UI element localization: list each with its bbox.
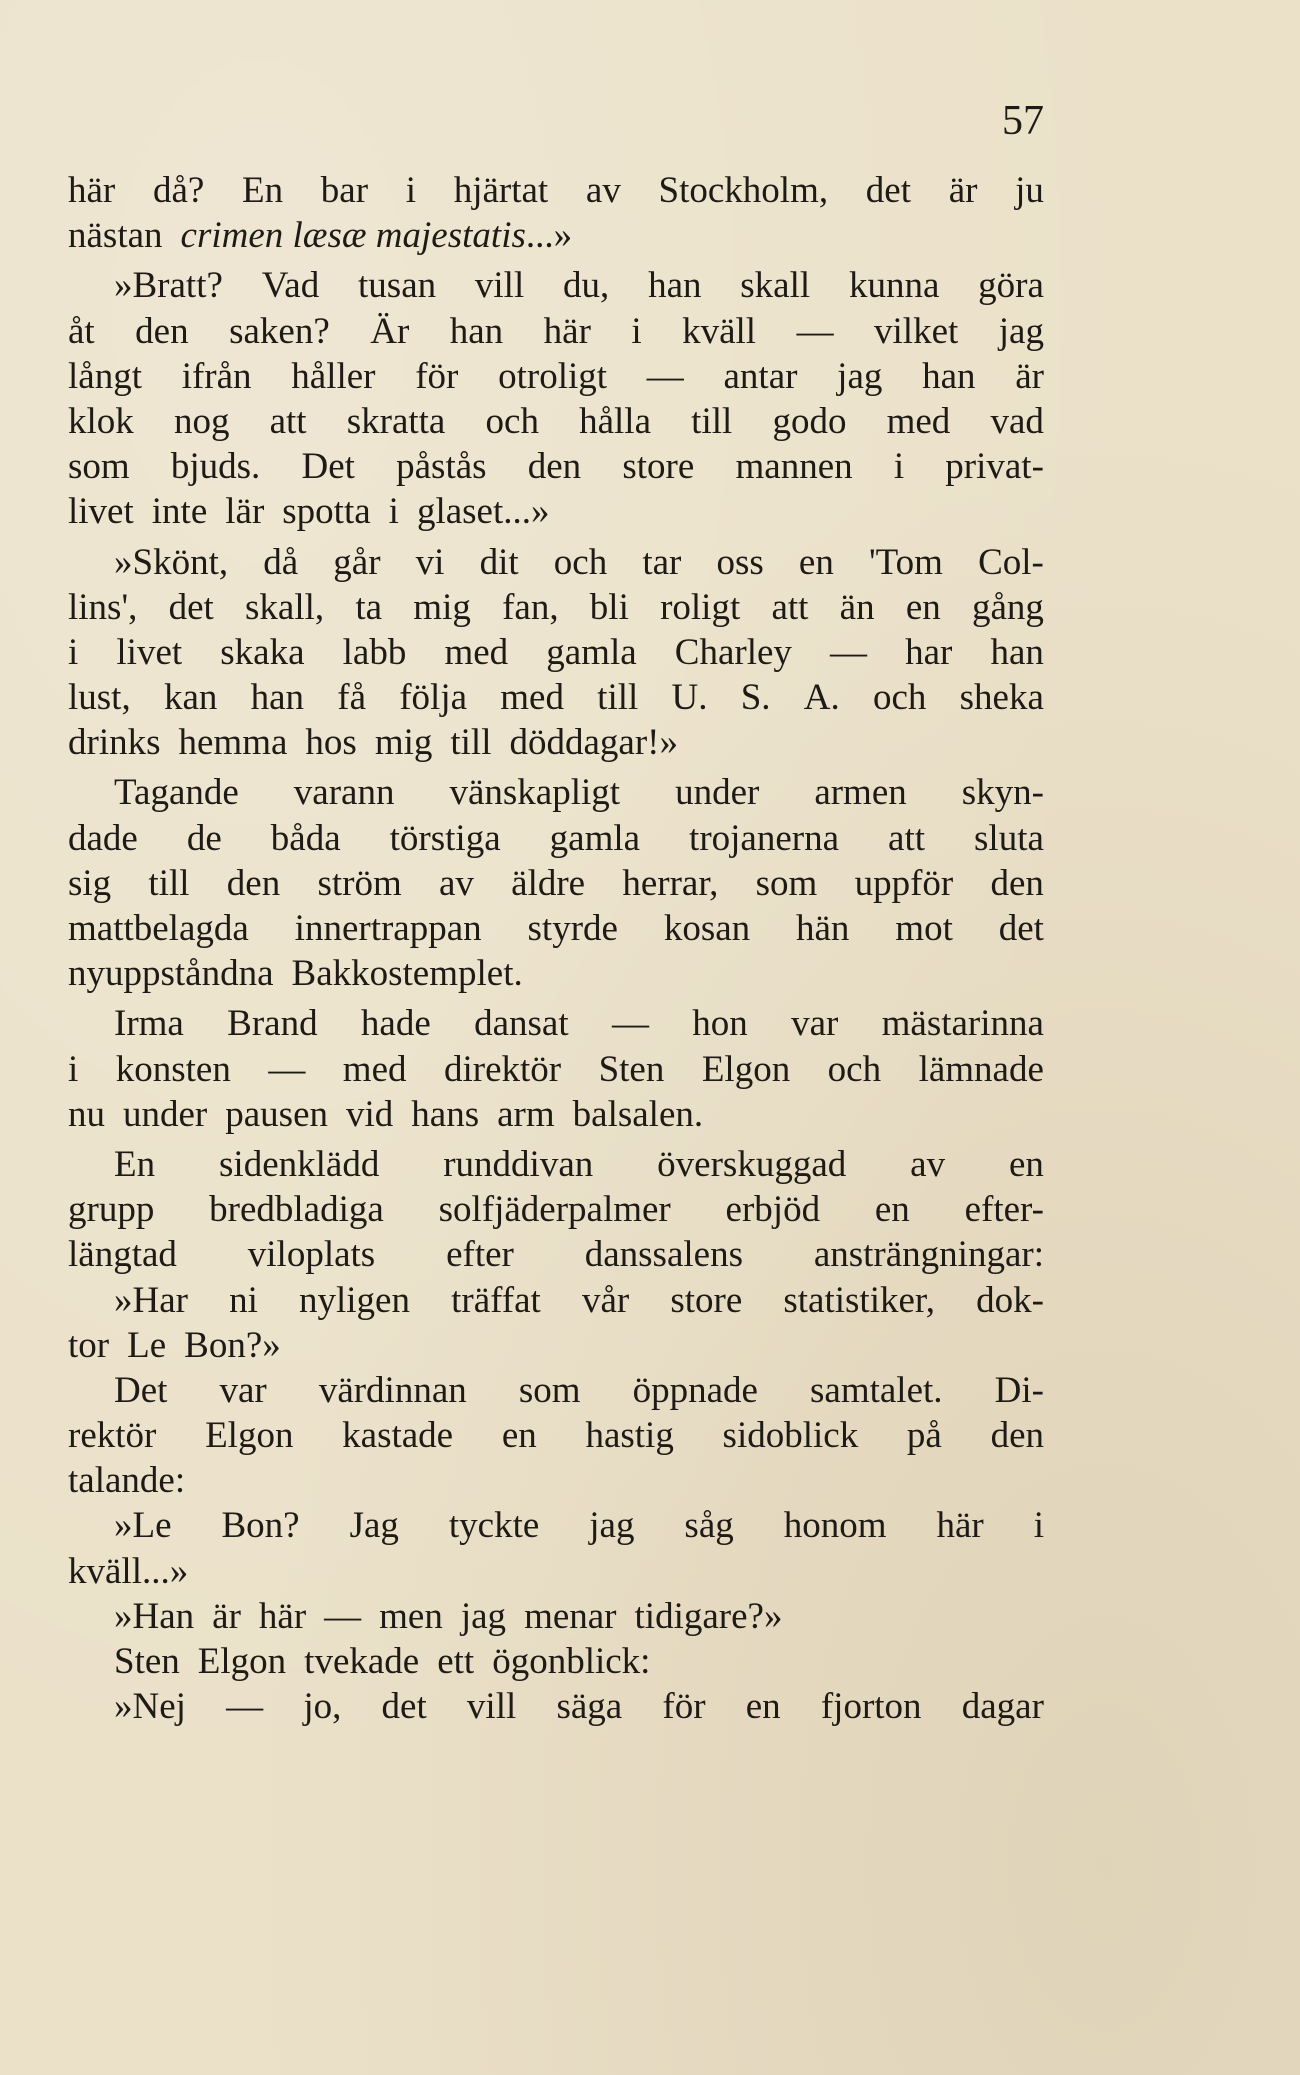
word: är xyxy=(948,170,978,211)
word: privat- xyxy=(945,446,1044,488)
text-line xyxy=(68,1001,1044,1046)
word: vår xyxy=(581,1279,630,1321)
word: S. xyxy=(740,677,771,719)
word: pausen xyxy=(225,1093,328,1135)
word: fan, xyxy=(502,586,559,628)
text-line xyxy=(68,399,1044,444)
latin-phrase: crimen læsæ majestatis xyxy=(180,215,526,257)
word: det xyxy=(998,908,1044,949)
word: som xyxy=(755,862,818,904)
word: som xyxy=(68,446,130,488)
word: en xyxy=(745,1686,781,1728)
word: längtad xyxy=(68,1234,177,1276)
word: som xyxy=(518,1369,581,1411)
text-line xyxy=(68,770,1044,815)
word: samtalet. xyxy=(810,1369,943,1411)
word: efter xyxy=(446,1234,514,1276)
word: skall, xyxy=(245,586,325,628)
word: dit xyxy=(479,541,519,583)
word: den xyxy=(226,862,281,904)
word: — xyxy=(324,1595,362,1637)
word: vill xyxy=(466,1686,517,1728)
word: bjuds. xyxy=(170,446,261,488)
word: Det xyxy=(301,446,355,488)
word: här xyxy=(68,170,116,211)
word: solfjäderpalmer xyxy=(438,1189,671,1231)
text-line xyxy=(68,540,1044,585)
word: hjärtat xyxy=(453,170,549,211)
word: glaset...» xyxy=(416,491,550,533)
text-line xyxy=(68,1232,1044,1277)
word: att xyxy=(269,400,307,442)
word: här xyxy=(543,310,591,352)
word: trojanerna xyxy=(689,817,840,859)
word: jo, xyxy=(303,1686,342,1728)
word: i xyxy=(893,446,905,488)
word: här xyxy=(258,1595,307,1637)
word: och xyxy=(553,541,608,583)
word: skyn- xyxy=(961,772,1044,814)
page-number: 57 xyxy=(1002,98,1044,144)
word: han xyxy=(449,310,504,352)
word: ansträngningar: xyxy=(813,1234,1044,1276)
word: en xyxy=(874,1189,910,1231)
word: tyckte xyxy=(448,1505,540,1547)
word: hålla xyxy=(579,400,652,442)
word: till xyxy=(148,862,190,904)
word: lär xyxy=(225,491,265,533)
word: säga xyxy=(556,1686,623,1728)
word: båda xyxy=(270,817,341,859)
text-line xyxy=(68,861,1044,906)
word: då xyxy=(263,541,299,583)
word: gamla xyxy=(546,631,637,673)
word: han xyxy=(922,355,976,397)
word: Bakkostemplet. xyxy=(291,953,523,995)
word: att xyxy=(888,817,926,859)
word: av xyxy=(438,862,474,904)
text-line xyxy=(68,585,1044,630)
word: Irma xyxy=(114,1003,184,1045)
word: kan xyxy=(163,677,218,719)
word: mattbelagda xyxy=(68,908,249,949)
word: statistiker, xyxy=(783,1279,936,1321)
word: balsalen. xyxy=(572,1093,704,1135)
word: påstås xyxy=(396,446,487,488)
text-line xyxy=(68,168,1044,213)
word: i xyxy=(405,170,416,211)
word: hos xyxy=(305,722,357,764)
word: Vad xyxy=(261,265,320,307)
word: Brand xyxy=(227,1003,318,1045)
word: Elgon xyxy=(701,1048,791,1090)
word: ström xyxy=(317,862,402,904)
word: vilket xyxy=(874,310,959,352)
word: menar xyxy=(524,1595,617,1637)
word: oss xyxy=(716,541,764,583)
word: äldre xyxy=(511,862,586,904)
text-line xyxy=(68,816,1044,861)
word: »Han xyxy=(114,1595,195,1637)
word: skaka xyxy=(220,631,305,673)
word: ju xyxy=(1015,170,1044,211)
word: kväll xyxy=(682,310,757,352)
word: Elgon xyxy=(205,1415,294,1457)
word: du, xyxy=(563,265,610,307)
text-line xyxy=(68,1092,1044,1137)
word: livet xyxy=(68,491,134,533)
word: otroligt xyxy=(498,355,608,397)
text-line xyxy=(68,720,1044,765)
word: det xyxy=(381,1686,427,1728)
word: livet xyxy=(116,631,183,673)
word: grupp xyxy=(68,1189,155,1231)
word: en xyxy=(501,1415,537,1457)
word: nyuppståndna xyxy=(68,953,274,995)
word: antar xyxy=(723,355,798,397)
word: han xyxy=(990,631,1044,673)
word: jag xyxy=(589,1505,635,1547)
word: mig xyxy=(413,586,471,628)
word: här xyxy=(936,1505,984,1547)
word: i xyxy=(631,310,642,352)
word: sluta xyxy=(974,817,1044,859)
word: Tagande xyxy=(114,772,239,814)
word: värdinnan xyxy=(318,1369,467,1411)
word: han xyxy=(648,265,702,307)
word: ifrån xyxy=(181,355,252,397)
word: ögonblick: xyxy=(492,1641,651,1682)
text-line xyxy=(68,213,1044,258)
word: den xyxy=(990,862,1044,904)
word: — xyxy=(268,1048,306,1090)
word: en xyxy=(905,586,941,628)
word: göra xyxy=(978,265,1044,307)
word: i xyxy=(1033,1505,1044,1547)
phrase-tail: ...» xyxy=(525,215,573,257)
word: vad xyxy=(990,400,1044,442)
word: dansat xyxy=(474,1003,569,1045)
word: öppnade xyxy=(632,1369,758,1411)
word: store xyxy=(622,446,695,488)
word: tar xyxy=(642,541,682,583)
word: hemma xyxy=(178,722,288,764)
word: skall xyxy=(740,265,811,307)
word: en xyxy=(1009,1143,1044,1185)
word: — xyxy=(830,631,867,673)
word: döddagar!» xyxy=(509,722,678,764)
text-line xyxy=(68,354,1044,399)
word: — xyxy=(646,355,684,397)
word: Är xyxy=(370,310,410,352)
word: i xyxy=(68,1048,79,1090)
word: hans xyxy=(411,1093,480,1135)
word: Di- xyxy=(994,1369,1044,1411)
word: saken? xyxy=(229,310,330,352)
word: nog xyxy=(173,400,230,442)
word: innertrappan xyxy=(294,908,482,949)
text-line xyxy=(68,1323,1044,1368)
word: varann xyxy=(293,772,395,814)
word: är xyxy=(212,1595,241,1637)
word: godo xyxy=(772,400,847,442)
word: tor xyxy=(68,1324,110,1366)
word: att xyxy=(771,586,809,628)
word: Charley xyxy=(674,631,792,673)
word: — xyxy=(796,310,834,352)
text-line xyxy=(68,309,1044,354)
word: han xyxy=(250,677,305,719)
word: med xyxy=(500,677,564,719)
word: under xyxy=(123,1093,208,1135)
word: lins', xyxy=(68,586,138,628)
word: det xyxy=(168,586,214,628)
word: tidigare?» xyxy=(634,1595,783,1637)
word: följa xyxy=(399,677,468,719)
word: »Bratt? xyxy=(114,265,223,307)
word: uppför xyxy=(854,862,954,904)
word: bredbladiga xyxy=(209,1189,384,1231)
text-line xyxy=(68,675,1044,720)
text-line xyxy=(68,1368,1044,1413)
word: av xyxy=(910,1143,946,1185)
word: överskuggad xyxy=(657,1143,847,1185)
word: nästan xyxy=(68,215,163,257)
word: träffat xyxy=(451,1279,541,1321)
word: sheka xyxy=(959,677,1044,719)
word: för xyxy=(662,1686,706,1728)
word: mannen xyxy=(735,446,853,488)
word: jag xyxy=(837,355,883,397)
word: det xyxy=(865,170,911,211)
word: åt xyxy=(68,310,95,352)
word: på xyxy=(906,1415,942,1457)
word: jag xyxy=(460,1595,507,1637)
word: Col- xyxy=(978,541,1044,583)
word: vi xyxy=(415,541,445,583)
text-line xyxy=(68,1458,1044,1503)
word: drinks xyxy=(68,722,161,764)
word: direktör xyxy=(443,1048,562,1090)
word: labb xyxy=(342,631,407,673)
word: dok- xyxy=(976,1279,1044,1321)
word: gamla xyxy=(549,817,641,859)
word: erbjöd xyxy=(725,1189,821,1231)
word: store xyxy=(670,1279,743,1321)
text-line xyxy=(68,951,1044,996)
word: Bon?» xyxy=(184,1324,281,1366)
word: jag xyxy=(998,310,1044,352)
word: håller xyxy=(291,355,376,397)
word: sig xyxy=(68,862,112,904)
word: arm xyxy=(497,1093,555,1135)
word: 'Tom xyxy=(868,541,943,583)
word: dade xyxy=(68,817,138,859)
text-line xyxy=(68,1047,1044,1092)
text-line xyxy=(68,1142,1044,1187)
word: sidenklädd xyxy=(219,1143,380,1185)
text-line xyxy=(68,1594,1044,1639)
word: i xyxy=(68,631,79,673)
word: under xyxy=(675,772,760,814)
word: Stockholm, xyxy=(658,170,829,211)
word: var xyxy=(791,1003,839,1045)
word: sidoblick xyxy=(722,1415,859,1457)
word: — xyxy=(611,1003,649,1045)
text-line xyxy=(68,1503,1044,1548)
word: herrar, xyxy=(622,862,719,904)
word: A. xyxy=(803,677,840,719)
word: med xyxy=(886,400,951,442)
word: i xyxy=(388,491,399,533)
word: Sten xyxy=(598,1048,665,1090)
word: Sten xyxy=(114,1641,180,1682)
word: går xyxy=(333,541,381,583)
word: hän xyxy=(796,908,850,949)
word: och xyxy=(872,677,927,719)
word: mig xyxy=(374,722,433,764)
text-line xyxy=(68,1549,1044,1594)
word: till xyxy=(691,400,733,442)
text-line xyxy=(68,1684,1044,1729)
word: och xyxy=(485,400,539,442)
word: gång xyxy=(971,586,1044,628)
word: efter- xyxy=(964,1189,1044,1231)
word: än xyxy=(839,586,875,628)
word: av xyxy=(585,170,621,211)
word: ett xyxy=(437,1641,475,1682)
word: tvekade xyxy=(304,1641,420,1682)
text-line xyxy=(68,444,1044,489)
word: och xyxy=(827,1048,882,1090)
word: bar xyxy=(320,170,369,211)
word: Le xyxy=(127,1324,167,1366)
word: få xyxy=(337,677,366,719)
word: Bon? xyxy=(221,1505,300,1547)
word: armen xyxy=(814,772,907,814)
word: en xyxy=(798,541,834,583)
word: lust, xyxy=(68,677,131,719)
word: skratta xyxy=(346,400,446,442)
word: till xyxy=(597,677,639,719)
word: konsten xyxy=(115,1048,231,1090)
word: Det xyxy=(114,1369,168,1411)
word: vid xyxy=(346,1093,394,1135)
word: ta xyxy=(355,586,383,628)
word: En xyxy=(114,1143,156,1185)
word: har xyxy=(905,631,953,673)
word: — xyxy=(226,1686,264,1728)
text-line xyxy=(68,263,1044,308)
word: den xyxy=(135,310,189,352)
word: den xyxy=(527,446,582,488)
word: de xyxy=(186,817,222,859)
text-line xyxy=(68,906,1044,951)
word: vänskapligt xyxy=(449,772,621,814)
word: mot xyxy=(895,908,953,949)
word: kunna xyxy=(848,265,940,307)
word: dagar xyxy=(961,1686,1044,1728)
word: kväll...» xyxy=(68,1550,189,1592)
text-line xyxy=(68,1639,1044,1684)
text-line xyxy=(68,630,1044,675)
word: spotta xyxy=(282,491,371,533)
word: för xyxy=(415,355,459,397)
word: talande: xyxy=(68,1460,186,1502)
word: törstiga xyxy=(389,817,501,859)
word: viloplats xyxy=(247,1234,376,1276)
word: En xyxy=(241,170,284,211)
word: är xyxy=(1015,355,1044,397)
word: »Nej xyxy=(114,1686,186,1728)
word: var xyxy=(219,1369,267,1411)
word: honom xyxy=(783,1505,887,1547)
word: hade xyxy=(360,1003,431,1045)
word: till xyxy=(450,722,492,764)
word: vill xyxy=(474,265,525,307)
word: kosan xyxy=(663,908,751,949)
word: roligt xyxy=(660,586,741,628)
word: Elgon xyxy=(197,1641,287,1682)
word: med xyxy=(342,1048,407,1090)
word: danssalens xyxy=(584,1234,743,1276)
word: lämnade xyxy=(918,1048,1044,1090)
word: nyligen xyxy=(299,1279,410,1321)
word: med xyxy=(444,631,509,673)
word: ni xyxy=(229,1279,258,1321)
word: styrde xyxy=(527,908,618,949)
word: hastig xyxy=(585,1415,674,1457)
word: Jag xyxy=(349,1505,399,1547)
text-line xyxy=(68,489,1044,534)
word: såg xyxy=(684,1505,734,1547)
word: fjorton xyxy=(820,1686,922,1728)
word: mästarinna xyxy=(881,1003,1044,1045)
word: inte xyxy=(151,491,208,533)
body-text xyxy=(68,168,1044,1729)
word: rektör xyxy=(68,1415,157,1457)
word: »Har xyxy=(114,1279,188,1321)
word: »Le xyxy=(114,1505,172,1547)
italic-phrase xyxy=(181,213,573,258)
word: då? xyxy=(152,170,205,211)
text-line xyxy=(68,1187,1044,1232)
word: nu xyxy=(68,1093,105,1135)
word: den xyxy=(990,1415,1044,1457)
word: men xyxy=(379,1595,443,1637)
word: runddivan xyxy=(443,1143,594,1185)
word: U. xyxy=(671,677,708,719)
word: hon xyxy=(692,1003,748,1045)
word: långt xyxy=(68,355,142,397)
text-line xyxy=(68,1278,1044,1323)
word: kastade xyxy=(342,1415,454,1457)
text-line xyxy=(68,1413,1044,1458)
word: bli xyxy=(589,586,629,628)
word: tusan xyxy=(358,265,437,307)
word: klok xyxy=(68,400,134,442)
word: »Skönt, xyxy=(114,541,229,583)
